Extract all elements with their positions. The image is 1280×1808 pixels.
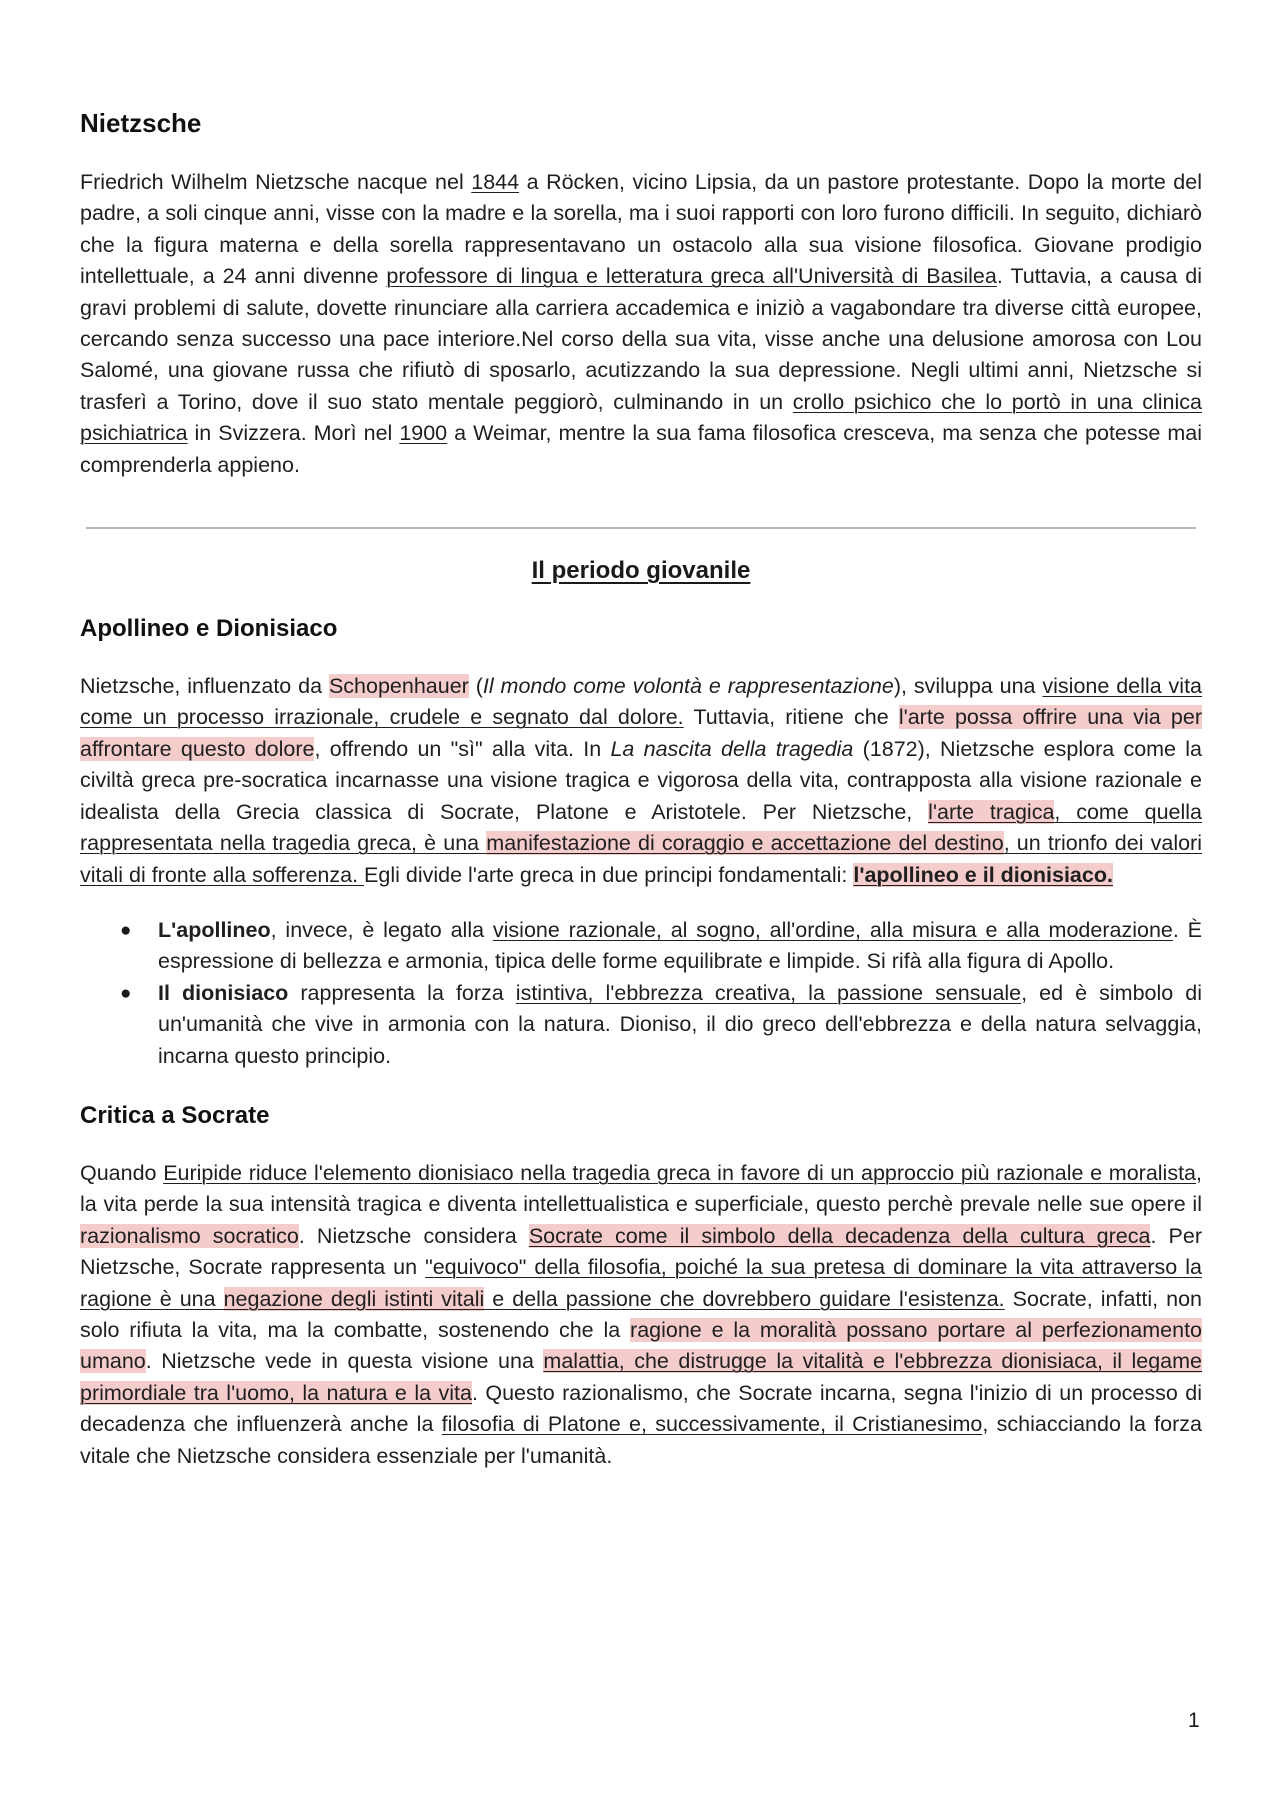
text-run: ( <box>468 674 483 699</box>
list-item <box>80 915 1202 978</box>
horizontal-divider <box>86 527 1196 529</box>
euripide-phrase: Euripide riduce l'elemento dionisiaco nella tragedia greca in favore di un approccio più razionale e moralista <box>163 1160 1197 1185</box>
term: L'apollineo <box>158 917 271 942</box>
professorship-phrase: professore di lingua e letteratura greca all'Università di Basilea <box>386 264 997 289</box>
text-run: , schiacciando la forza vitale che Nietzsche considera essenziale per l'umanità. <box>80 1412 1202 1468</box>
text-run: Egli divide l'arte greca in due principi fondamentali: <box>364 862 854 887</box>
underlined-phrase: visione razionale, al sogno, all'ordine, alla misura e alla moderazione <box>492 917 1173 942</box>
text-run: rappresenta la forza <box>288 980 516 1005</box>
equivoco-phrase: "equivoco" della filosofia, poiché la sua pretesa di dominare la vita attraverso la ragione è una <box>80 1255 1202 1311</box>
highlight-art-offer: l'arte possa offrire una via per affrontare questo dolore <box>80 705 1202 761</box>
text-run: Socrate, infatti, non solo rifiuta la vita, ma la combatte, sostenendo che la <box>80 1286 1202 1342</box>
text-run: Quando <box>80 1160 164 1185</box>
highlight-tragic-art: l'arte tragica <box>928 799 1055 824</box>
highlight-negation: negazione degli istinti vitali <box>223 1286 485 1311</box>
list-item-text <box>158 978 1202 1072</box>
text-run: , offrendo un "sì" alla vita. In <box>314 736 611 761</box>
text-run: Tuttavia, ritiene che <box>683 705 899 730</box>
socrate-paragraph <box>80 1158 1202 1472</box>
heading-apollineo: Apollineo e Dionisiaco <box>80 615 338 643</box>
highlight-principles: l'apollineo e il dionisiaco. <box>853 862 1113 887</box>
principles-list <box>80 915 1202 1072</box>
birth-year: 1844 <box>471 170 520 194</box>
highlight-disease: malattia, che distrugge la vitalità e l'ebbrezza dionisiaca, il legame primordiale tra l'uomo, la natura e la vita <box>80 1349 1203 1405</box>
text-run: (1872), Nietzsche esplora come la civiltà greca pre-socratica incarnasse una visione tragica e vigorosa della vita, contrapposta alla visione razionale e idealista della Grecia classica di Socrate, Platone e Aristotele. Per Nietzsche, <box>80 736 1203 824</box>
page-title: Nietzsche <box>80 108 202 138</box>
section-title: Il periodo giovanile <box>531 557 751 585</box>
plato-phrase: filosofia di Platone e, successivamente, il Cristianesimo <box>441 1412 983 1437</box>
highlight-courage: manifestazione di coraggio e accettazione del destino <box>486 831 1004 856</box>
text-run: in Svizzera. Morì nel <box>187 421 400 446</box>
document-content <box>80 108 1202 1472</box>
tragic-art-phrase: , come quella rappresentata nella tragedia greca, è una <box>80 799 1202 856</box>
work-title: Il mondo come volontà e rappresentazione <box>482 674 894 699</box>
underlined-phrase: istintiva, l'ebbrezza creativa, la passione sensuale <box>515 980 1022 1005</box>
biography-paragraph <box>80 167 1202 481</box>
text-run: . Per Nietzsche, Socrate rappresenta un <box>80 1223 1203 1280</box>
highlight-symbol: Socrate come il simbolo della decadenza della cultura greca <box>528 1223 1151 1248</box>
highlight-reason: ragione e la moralità possano portare al perfezionamento umano <box>80 1317 1202 1374</box>
bullet-icon: ● <box>120 919 132 941</box>
text-run: ), sviluppa una <box>893 674 1043 699</box>
list-item-text <box>158 915 1202 978</box>
death-year: 1900 <box>399 421 448 446</box>
text-run: , ed è simbolo di un'umanità che vive in armonia con la natura. Dioniso, il dio greco dell'ebbrezza e della natura selvaggia, incarna questo principio. <box>158 980 1202 1068</box>
heading-socrate: Critica a Socrate <box>80 1101 270 1129</box>
text-run: a Weimar, mentre la sua fama filosofica cresceva, ma senza che potesse mai comprenderla appieno. <box>80 421 1202 477</box>
term: Il dionisiaco <box>158 980 289 1005</box>
text-run: . Nietzsche vede in questa visione una <box>145 1349 544 1374</box>
text-run: Nietzsche, influenzato da <box>80 674 329 699</box>
work-title: La nascita della tragedia <box>610 736 854 761</box>
text-run: Friedrich Wilhelm Nietzsche nacque nel <box>80 170 472 194</box>
bullet-icon: ● <box>120 982 132 1004</box>
text-run: . Tuttavia, a causa di gravi problemi di salute, dovette rinunciare alla carriera accademica e iniziò a vagabondare tra diverse città europee, cercando senza successo una pace interiore.Nel corso della sua vita, visse anche una delusione amorosa con Lou Salomé, una giovane russa che rifiutò di sposarlo, acutizzando la sua depressione. Negli ultimi anni, Nietzsche si trasferì a Torino, dove il suo stato mentale peggiorò, culminando in un <box>80 264 1202 414</box>
vision-phrase: visione della vita come un processo irrazionale, crudele e segnato dal dolore. <box>80 674 1202 730</box>
page-number: 1 <box>1188 1709 1200 1732</box>
text-run: , invece, è legato alla <box>270 917 493 942</box>
equivoco-phrase-end: e della passione che dovrebbero guidare l'esistenza. <box>484 1286 1005 1311</box>
apollineo-paragraph <box>80 671 1202 891</box>
collapse-phrase: crollo psichico che lo portò in una clinica psichiatrica <box>80 389 1203 446</box>
text-run: , la vita perde la sua intensità tragica e diventa intellettualistica e superficiale, questo perchè prevale nelle sue opere il <box>80 1160 1202 1217</box>
text-run: . È espressione di bellezza e armonia, tipica delle forme equilibrate e limpide. Si rifà alla figura di Apollo. <box>158 917 1203 974</box>
text-run: a Röcken, vicino Lipsia, da un pastore protestante. Dopo la morte del padre, a soli cinque anni, visse con la madre e la sorella, ma i suoi rapporti con loro furono difficili. In seguito, dichiarò che la figura materna e della sorella rappresentavano un ostacolo alla sua visione filosofica. Giovane prodigio intellettuale, a 24 anni divenne <box>80 170 1202 289</box>
triumph-phrase: , un trionfo dei valori vitali di fronte alla sofferenza. <box>80 831 1202 887</box>
highlight-schopenhauer: Schopenhauer <box>328 674 469 699</box>
text-run: . Nietzsche considera <box>298 1223 529 1248</box>
text-run: . Questo razionalismo, che Socrate incarna, segna l'inizio di un processo di decadenza che influenzerà anche la <box>80 1380 1202 1437</box>
list-item <box>80 978 1202 1072</box>
highlight-rationalism: razionalismo socratico <box>80 1223 299 1248</box>
